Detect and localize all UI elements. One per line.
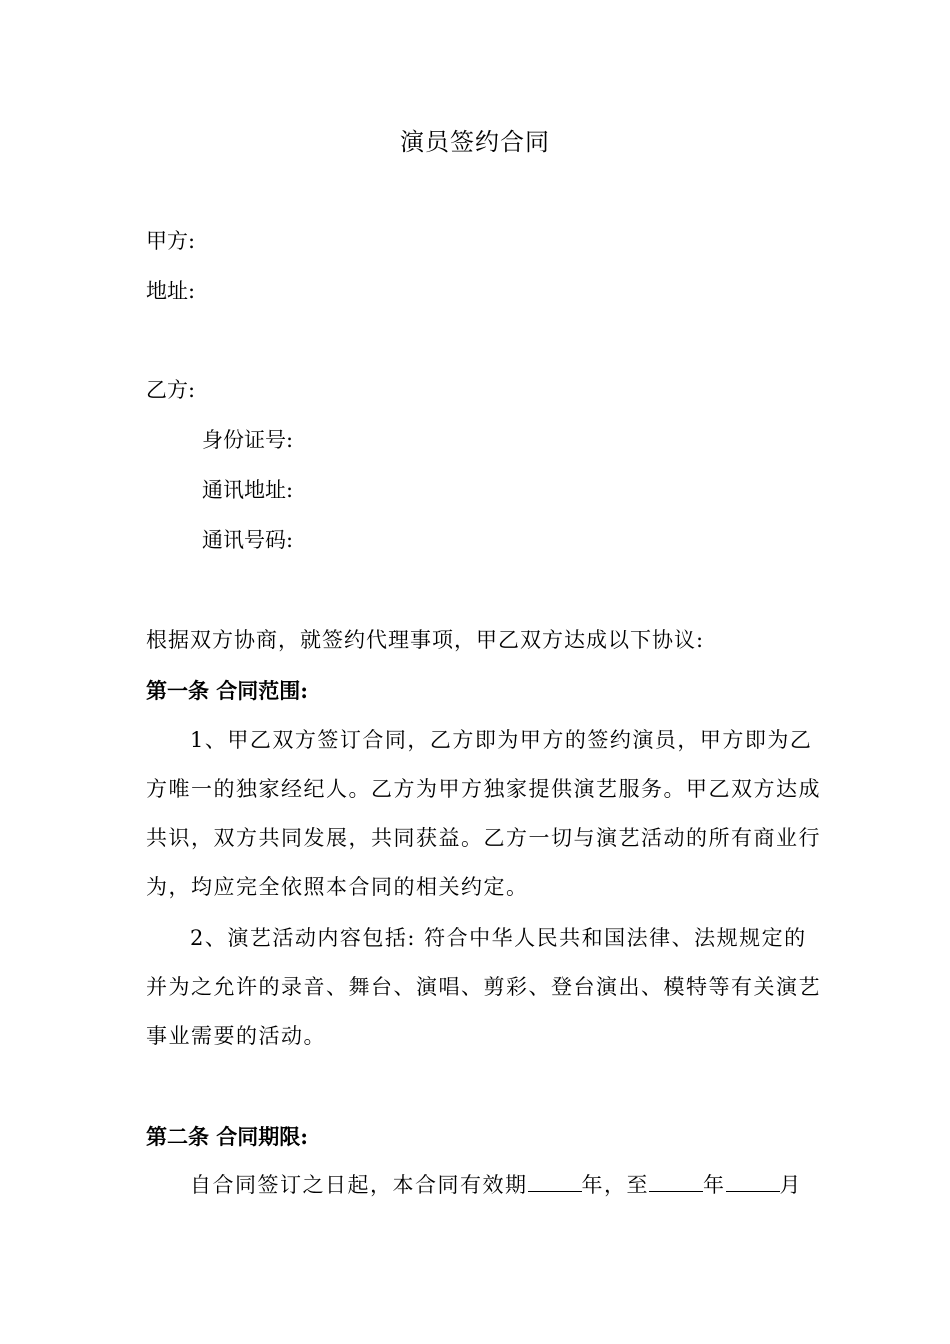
id-number-label: 身份证号: [202, 428, 294, 452]
term-text-d: 月 [779, 1173, 802, 1197]
address-label: 地址: [146, 279, 196, 303]
article1-heading: 第一条 合同范围: [146, 678, 309, 703]
end-month-blank[interactable] [726, 1171, 780, 1192]
article1-p1-line: 为，均应完全依照本合同的相关约定。 [146, 875, 529, 899]
term-text-c: 年 [703, 1173, 726, 1197]
article1-p2-line: 2、演艺活动内容包括: 符合中华人民共和国法律、法规规定的 [190, 926, 807, 950]
article1-p1-line: 共识，双方共同发展，共同获益。乙方一切与演艺活动的所有商业行 [146, 826, 821, 850]
article1-p2-line: 并为之允许的录音、舞台、演唱、剪彩、登台演出、模特等有关演艺 [146, 975, 821, 999]
preamble: 根据双方协商，就签约代理事项，甲乙双方达成以下协议: [146, 628, 705, 652]
end-year-blank[interactable] [649, 1171, 703, 1192]
years-blank[interactable] [528, 1171, 582, 1192]
article2-term-line [190, 1170, 806, 1200]
term-text-b: 年，至 [581, 1173, 649, 1197]
article1-p1-line: 方唯一的独家经纪人。乙方为甲方独家提供演艺服务。甲乙双方达成 [146, 777, 821, 801]
phone-label: 通讯号码: [202, 528, 294, 552]
page-title: 演员签约合同 [400, 128, 550, 156]
mailing-address-label: 通讯地址: [202, 478, 294, 502]
term-text-a: 自合同签订之日起，本合同有效期 [190, 1173, 528, 1197]
party-a-label: 甲方: [146, 229, 196, 253]
article2-heading: 第二条 合同期限: [146, 1124, 309, 1149]
article1-p2-line: 事业需要的活动。 [146, 1024, 326, 1048]
party-b-label: 乙方: [146, 378, 196, 402]
article1-p1-line: 1、甲乙双方签订合同，乙方即为甲方的签约演员，甲方即为乙 [190, 728, 813, 752]
